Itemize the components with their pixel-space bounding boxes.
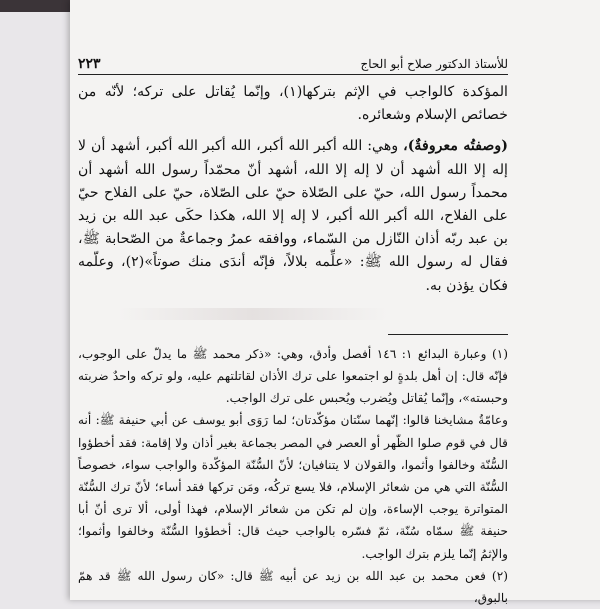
page-content xyxy=(78,20,509,606)
footnotes xyxy=(78,343,508,609)
faded-smudge xyxy=(118,308,388,320)
main-text xyxy=(78,81,508,298)
running-header xyxy=(78,56,508,75)
body-paragraph-1: المؤكدة كالواجب في الإثم بتركها(١)، وإنّما يُقاتل على تركه؛ لأنّه من خصائص الإسلام وشعائره. xyxy=(78,84,508,124)
footnote-divider xyxy=(388,334,508,335)
body-paragraph-2 xyxy=(78,135,508,297)
body-paragraph-2-text: وهي: الله أكبر الله أكبر، الله أكبر الله أكبر، أشهد أن لا إله إلا الله أشهد أن لا إله إلا الله، أشهد أنّ محمّداً رسول الله أشهد أن محمداً رسول الله، حيّ على الصّلاة حيّ على الصّلاة، حيّ على الفلاح حيّ على الفلاح، الله أكبر الله أكبر، لا إله إلا الله، هكذا حكَى عبد الله بن زيد بن عبد ربّه أذان النّازل من السّماء، ووافقه عمرُ وجماعةٌ من الصّحابة ﷺ، فقال له رسول الله ﷺ: «علِّمه بلالاً، فإنّه أندَى منك صوتاً»(٢)، وعلّمه فكان يؤذن به. xyxy=(78,138,508,294)
footnote-1: (١) وعبارة البدائع ١: ١٤٦ أفصل وأدق، وهي: «ذكر محمد ﷺ ما يدلّ على الوجوب، فإنّه قال: إن أهل بلدةٍ لو اجتمعوا على ترك الأذان لقاتلتهم عليه، ولو تركه واحدٌ ضربته وحبسته»، وإنّما يُقاتل ويُضرب ويُحبس على ترك الواجب. xyxy=(78,346,509,406)
header-author: للأستاذ الدكتور صلاح أبو الحاج xyxy=(360,57,508,71)
footnote-1-continued: وعامّةُ مشايخنا قالوا: إنّهما سنّتان مؤكّدتان؛ لما رَوَى أبو يوسف عن أبي حنيفة ﷺ: أنه قال في قوم صلوا الظّهر أو العصر في المصر بجماعة بغير أذان ولا إقامة: فقد أخطؤوا السُّنّة وخالفوا وأثموا، والقولان لا يتنافيان؛ لأنّ السُّنّة المؤكّدة والواجب سواء، خصوصاً السُّنّة التي هي من شعائر الإسلام، فلا يسع تركُه، ومَن تركها فقد أساء؛ لأنّ ترك السُّنّة المتواترة يوجب الإساءة، وإن لم تكن من شعائر الإسلام، فهذا أولى، ألا ترى أنّ أبا حنيفة ﷺ سمّاه سُنّة، ثمّ فسّره بالواجب حيث قال: أخطؤوا السُّنّة وخالفوا وأثموا؛ والإثمُ إنّما يلزم بترك الواجب. xyxy=(78,413,508,561)
page-number: ٢٢٣ xyxy=(78,56,101,72)
footnote-2: (٢) فعن محمد بن عبد الله بن زيد عن أبيه ﷺ قال: «كان رسول الله ﷺ قد همّ بالبوق، xyxy=(78,568,508,606)
section-lead-term: (وصفتُه معروفةٌ)، xyxy=(403,138,508,155)
